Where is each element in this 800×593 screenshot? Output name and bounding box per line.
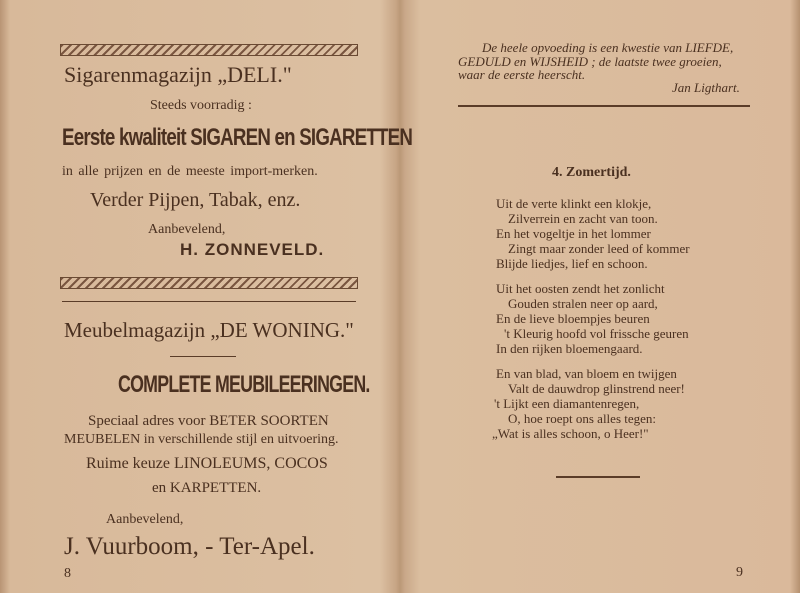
- page-number-left: 8: [64, 566, 71, 581]
- ornament-border: [60, 277, 358, 289]
- ad-woning-line3: Ruime keuze LINOLEUMS, COCOS: [86, 455, 328, 472]
- ad-deli-title: Sigarenmagazijn „DELI.": [64, 62, 292, 87]
- ad-deli-line1: in alle prijzen en de meeste import-merken.: [62, 164, 318, 179]
- short-rule: [170, 356, 236, 357]
- poem-line: „Wat is alles schoon, o Heer!": [492, 426, 649, 441]
- ad-woning-line2: MEUBELEN in verschillende stijl en uitvoering.: [64, 432, 339, 447]
- poem-line: Zilverrein en zacht van toon.: [508, 211, 658, 226]
- poem-line: O, hoe roept ons alles tegen:: [508, 411, 657, 426]
- page-number-right: 9: [736, 565, 743, 580]
- poem-line: Valt de dauwdrop glinstrend neer!: [508, 381, 685, 396]
- poem-line: In den rijken bloemengaard.: [496, 341, 643, 356]
- poem-line: En de lieve bloempjes beuren: [496, 311, 650, 326]
- divider-rule: [62, 301, 356, 302]
- quote-author: Jan Ligthart.: [672, 80, 740, 95]
- poem-title: 4. Zomertijd.: [552, 165, 631, 180]
- ad-deli-subtitle: Steeds voorradig :: [150, 98, 252, 113]
- poem-line: Zingt maar zonder leed of kommer: [508, 241, 690, 256]
- poem-line: Uit de verte klinkt een klokje,: [496, 196, 652, 211]
- ad-woning-headline: COMPLETE MEUBILEERINGEN.: [118, 371, 370, 398]
- poem-line: Gouden stralen neer op aard,: [508, 296, 658, 311]
- quote-line3: waar de eerste heerscht.: [458, 67, 586, 82]
- divider-rule: [458, 105, 750, 107]
- ad-woning-recommend: Aanbevelend,: [106, 512, 184, 527]
- ad-woning-title: Meubelmagazijn „DE WONING.": [64, 318, 354, 342]
- poem-line: Blijde liedjes, lief en schoon.: [496, 256, 648, 271]
- ad-deli-name: H. ZONNEVELD.: [180, 240, 325, 259]
- ad-deli-line2: Verder Pijpen, Tabak, enz.: [90, 189, 301, 211]
- ad-woning-name: J. Vuurboom, - Ter-Apel.: [64, 533, 315, 560]
- poem-line: 't Kleurig hoofd vol frissche geuren: [504, 326, 689, 341]
- poem-line: Uit het oosten zendt het zonlicht: [496, 281, 665, 296]
- poem-line: 't Lijkt een diamantenregen,: [494, 396, 640, 411]
- short-rule: [556, 476, 640, 478]
- poem-line: En van blad, van bloem en twijgen: [496, 366, 677, 381]
- poem-line: En het vogeltje in het lommer: [496, 226, 651, 241]
- ornament-border: [60, 44, 358, 56]
- ad-deli-headline: Eerste kwaliteit SIGAREN en SIGARETTEN: [62, 124, 413, 151]
- ad-woning-line4: en KARPETTEN.: [152, 480, 262, 496]
- quote-line1: De heele opvoeding is een kwestie van LIEFDE,: [482, 40, 734, 55]
- quote-line2: GEDULD en WIJSHEID ; de laatste twee groeien,: [458, 54, 722, 69]
- ad-woning-line1: Speciaal adres voor BETER SOORTEN: [88, 413, 329, 429]
- right-page: [400, 0, 800, 593]
- ad-deli-recommend: Aanbevelend,: [148, 222, 226, 237]
